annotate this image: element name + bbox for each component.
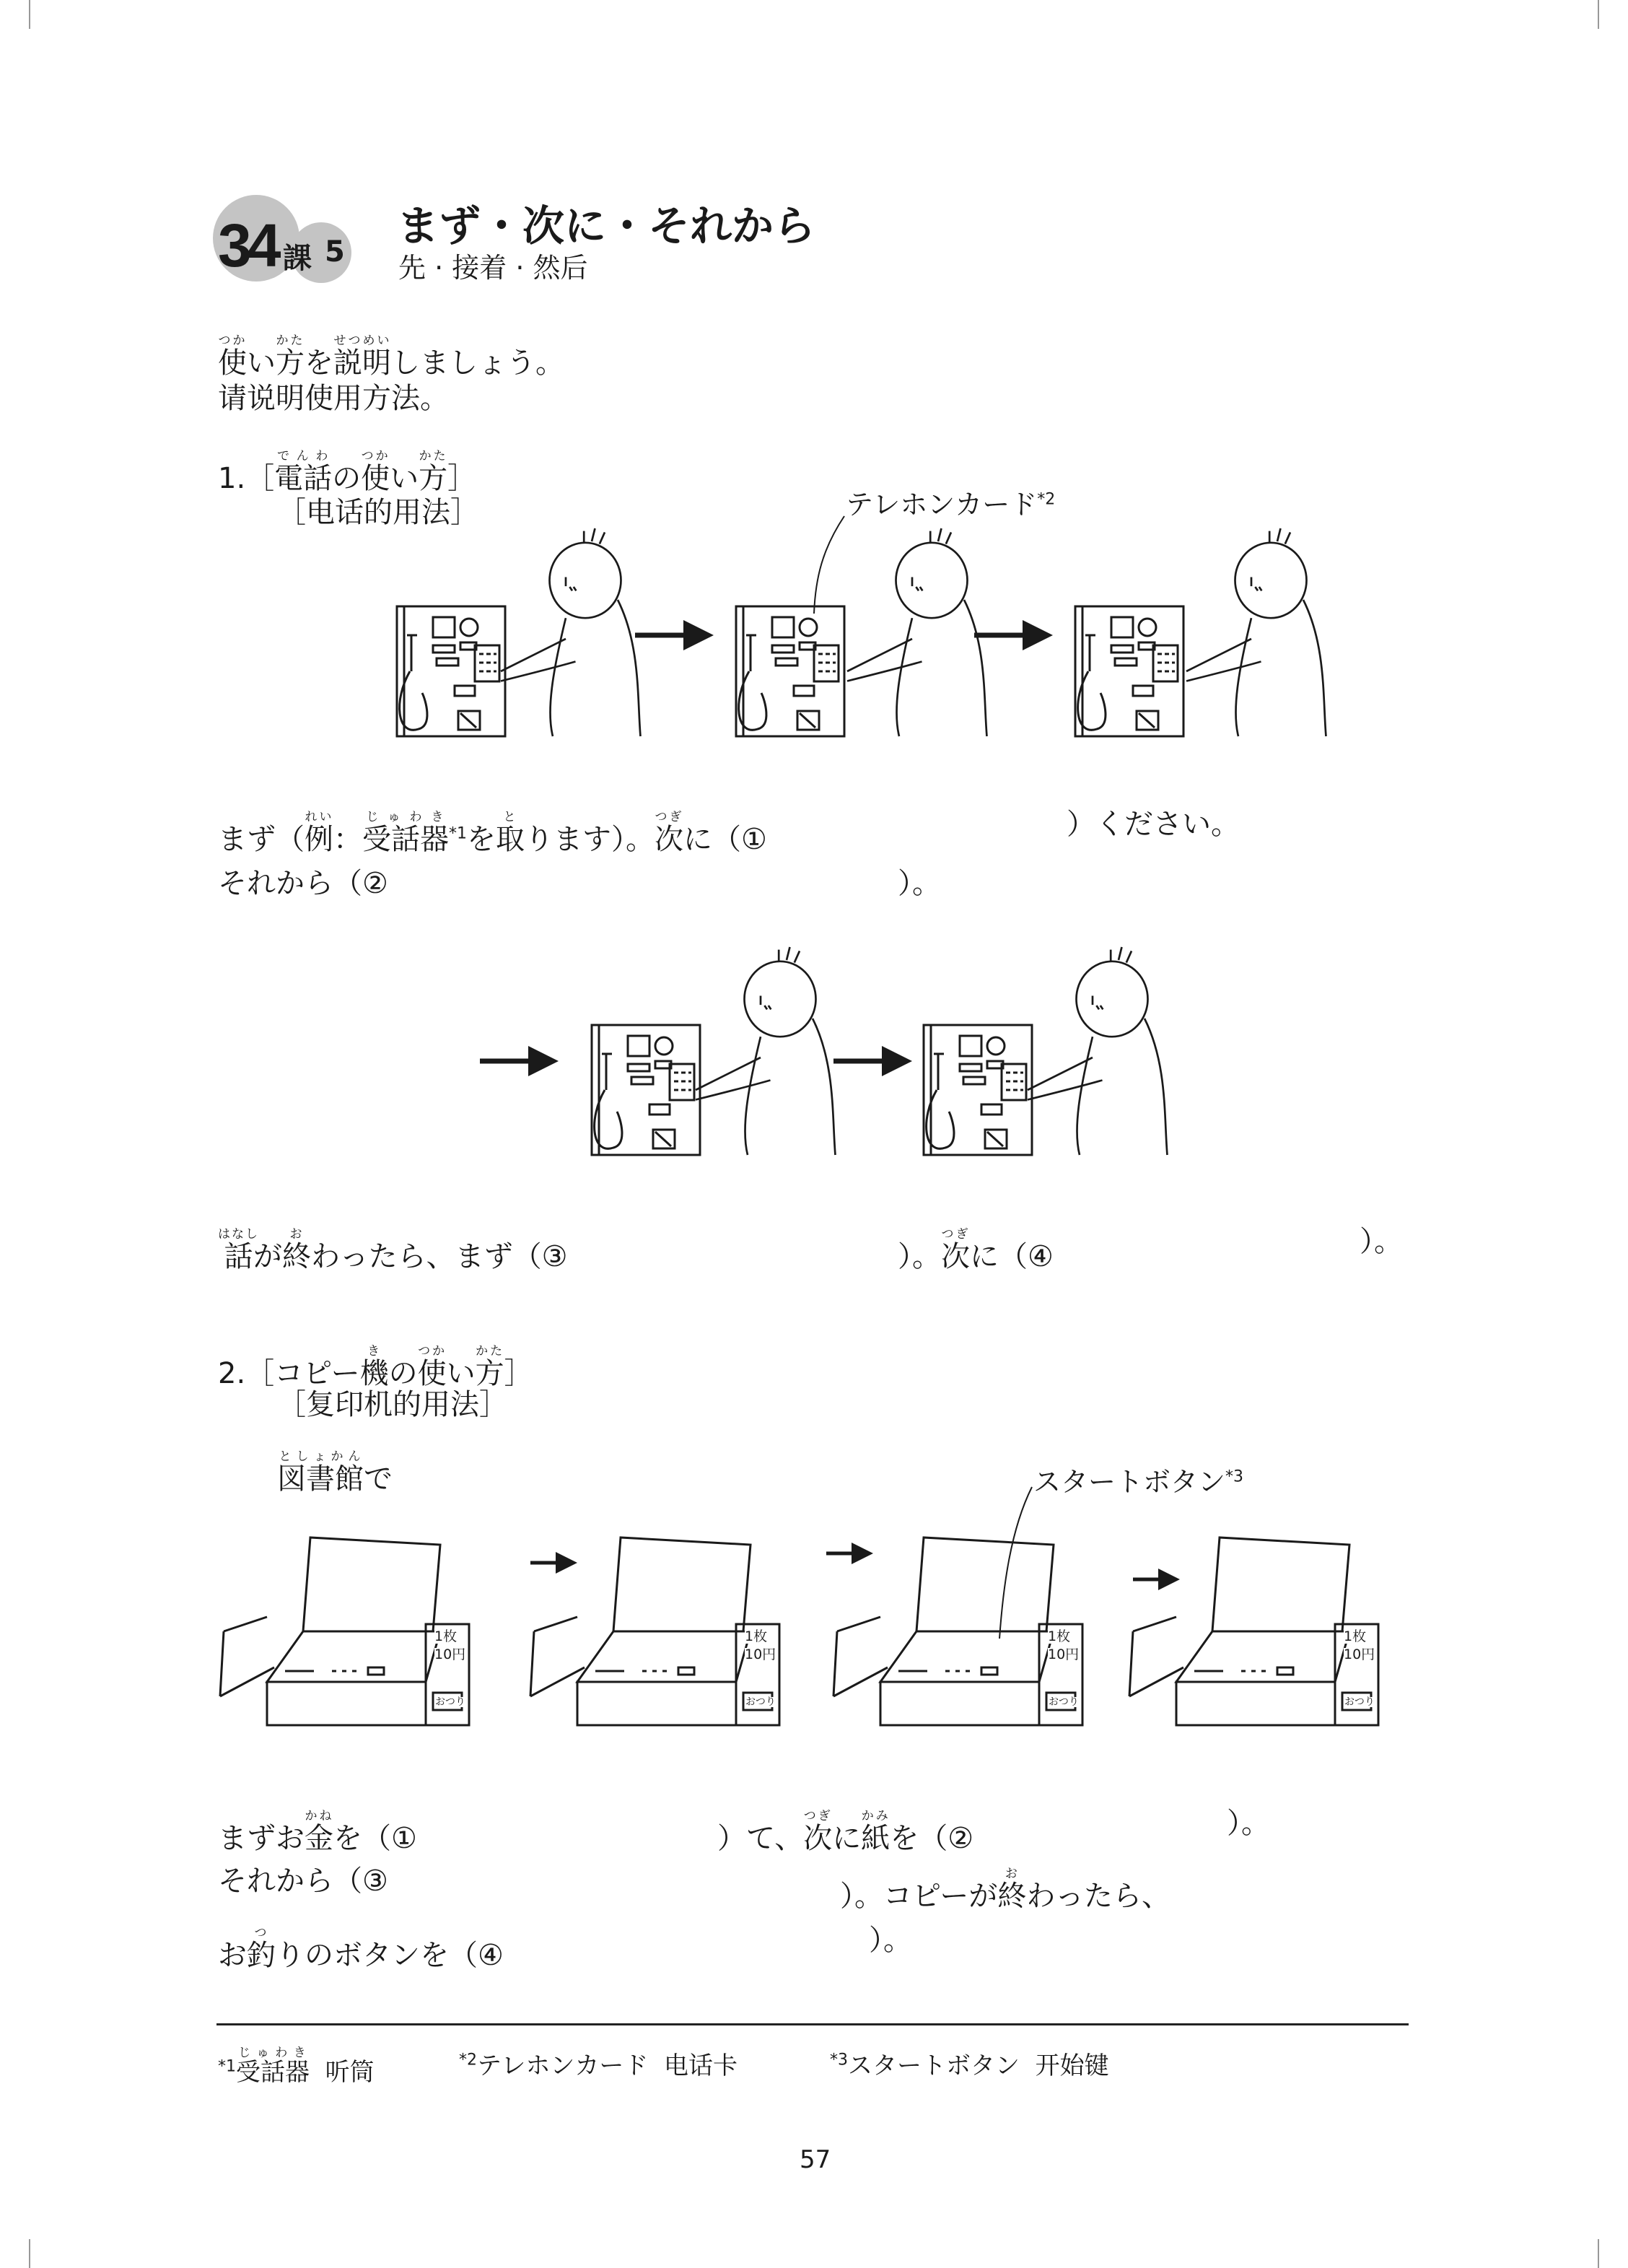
furigana-word: 使つか (417, 1344, 447, 1390)
furigana-word: 使つか (361, 449, 390, 495)
text-segment: い (390, 462, 419, 495)
sentence-2-part-1 (218, 869, 388, 898)
text-segment: それから（③ (218, 1864, 388, 1898)
copier-price-top: 1枚 (745, 1628, 768, 1644)
sentence-3-part-2 (898, 1227, 1054, 1271)
text-segment: 1.［ (218, 462, 275, 495)
sentence-4-part-1 (218, 1809, 417, 1853)
instruction-japanese (218, 333, 564, 378)
copier-price-bottom: 10円 (745, 1647, 776, 1662)
text-segment: を（② (890, 1822, 974, 1855)
furigana-word: 電話でんわ (274, 449, 333, 495)
telephone-card-callout-line (814, 516, 844, 614)
text-segment: を (305, 346, 333, 380)
furigana-word: 受話器じゅわき (236, 2046, 310, 2087)
sentence-4-part-2 (717, 1809, 973, 1853)
sentence-5-part-2 (840, 1867, 1170, 1911)
copier-scene-1 (220, 1538, 469, 1725)
section-number: 5 (325, 235, 345, 269)
footnote-meaning: 开始键 (1035, 2051, 1109, 2080)
text-segment: を (467, 823, 496, 856)
copier-change-button: おつり (435, 1696, 465, 1708)
text-segment: まず（ (218, 823, 305, 856)
sentence-3-part-1 (218, 1227, 567, 1271)
telephone-card-label (846, 482, 1055, 522)
footnote-ref: *3 (1225, 1467, 1244, 1486)
furigana-word: 次つぎ (655, 810, 683, 856)
section1-heading (218, 449, 476, 493)
text-segment: まずお (218, 1822, 305, 1855)
text-segment: で (364, 1462, 393, 1496)
text-segment: の (332, 462, 362, 495)
footnote-term (236, 2046, 310, 2087)
footnote-mark: *2 (459, 2051, 477, 2069)
furigana-word: 説明せつめい (333, 333, 391, 380)
furigana-word: 例れい (305, 810, 333, 856)
furigana-word: 次つぎ (941, 1227, 970, 1273)
start-button-label (1033, 1460, 1243, 1499)
copier-scene-4 (1129, 1538, 1378, 1725)
footnote-meaning: 听筒 (325, 2058, 375, 2087)
phone-scene-1 (397, 528, 641, 736)
sentence-6-part-2 (869, 1926, 912, 1955)
footnote-ref: *1 (449, 824, 467, 843)
furigana-word: 方かた (276, 333, 305, 380)
footnote-meaning: 电话卡 (663, 2051, 738, 2080)
furigana-word: 受話器じゅわき (362, 810, 449, 856)
text-segment: い (247, 346, 276, 380)
text-segment: ）。 (1227, 1807, 1270, 1840)
instruction-chinese: 请说明使用方法。 (218, 382, 449, 415)
sentence-5-part-1 (218, 1864, 388, 1898)
text-segment: しましょう。 (391, 346, 564, 380)
text-segment: ります）。 (525, 823, 655, 856)
text-segment: ）ください。 (1067, 808, 1240, 841)
footnote-1 (218, 2046, 375, 2088)
copier-change-button: おつり (1049, 1696, 1079, 1708)
footnote-mark: *1 (218, 2057, 236, 2076)
furigana-word: 話はなし (218, 1227, 259, 1273)
copier-change-button: おつり (745, 1696, 776, 1708)
copier-price-bottom: 10円 (1344, 1647, 1375, 1662)
place-label (277, 1449, 393, 1496)
copier-price-bottom: 10円 (1048, 1647, 1080, 1662)
copier-change-button: おつり (1344, 1696, 1375, 1708)
lesson-label: 課 (283, 242, 312, 275)
text-segment: お (218, 1939, 247, 1972)
phone-scene-2 (736, 528, 987, 736)
text-segment: に（① (683, 823, 767, 856)
furigana-word: 終お (282, 1227, 311, 1273)
callout-text: スタートボタン (1033, 1466, 1226, 1498)
text-segment: わったら、まず（③ (311, 1240, 568, 1273)
copier-scene-3 (833, 1538, 1082, 1725)
sentence-1-part-2 (1067, 810, 1240, 839)
text-segment: ］ (447, 462, 477, 495)
phone-scene-4 (592, 947, 836, 1155)
page-subtitle: 先 · 接着 · 然后 (398, 252, 588, 284)
text-segment: わったら、 (1026, 1880, 1171, 1913)
text-segment: りのボタンを（④ (276, 1939, 504, 1972)
footnote-mark: *3 (830, 2051, 848, 2069)
text-segment: スタートボタン (848, 2051, 1020, 2080)
sentence-2-part-2 (898, 869, 941, 898)
page-title: まず・次に・それから (397, 203, 816, 250)
section2-heading-chinese: ［复印机的用法］ (277, 1388, 508, 1421)
phone-scene-3 (1075, 528, 1326, 736)
text-segment: テレホンカード (477, 2051, 649, 2080)
text-segment: ： (333, 823, 362, 856)
text-segment: ）。 (898, 867, 941, 900)
text-segment: ）。 (898, 1240, 941, 1273)
furigana-word: 図書館としょかん (277, 1449, 364, 1496)
text-segment: それから（② (218, 867, 388, 900)
text-segment: ）。 (1360, 1225, 1403, 1258)
furigana-word: 紙かみ (861, 1809, 890, 1855)
copier-price-bottom: 10円 (434, 1647, 466, 1662)
text-segment: 2.［コピー (218, 1357, 360, 1390)
section2-heading (218, 1344, 533, 1388)
copier-scene-2 (530, 1538, 779, 1725)
text-segment: ）。 (869, 1924, 912, 1957)
text-segment: ）。コピーが (840, 1880, 998, 1913)
callout-text: テレホンカード (846, 489, 1038, 520)
lesson-number: 34 (218, 211, 277, 279)
sentence-1-part-1 (218, 810, 767, 854)
text-segment: に（④ (970, 1240, 1054, 1273)
footnote-2 (459, 2046, 738, 2081)
text-segment: の (388, 1357, 418, 1390)
text-segment: に (832, 1822, 862, 1855)
sentence-3-part-3 (1360, 1227, 1403, 1256)
footnote-ref: *2 (1037, 490, 1056, 509)
phone-scene-5 (924, 947, 1168, 1155)
text-segment: ）て、 (717, 1822, 804, 1855)
section1-heading-chinese: ［电话的用法］ (277, 496, 479, 529)
text-segment: ］ (504, 1357, 533, 1390)
text-segment: を（① (333, 1822, 417, 1855)
furigana-word: 釣つ (247, 1926, 276, 1972)
text-segment: い (446, 1357, 476, 1390)
start-button-callout-line (999, 1487, 1032, 1639)
copier-price-top: 1枚 (1344, 1628, 1367, 1644)
furigana-word: 取と (496, 810, 525, 856)
copier-price-top: 1枚 (1048, 1628, 1071, 1644)
furigana-word: 機き (359, 1344, 389, 1390)
text-segment: が (253, 1240, 282, 1273)
furigana-word: 方かた (475, 1344, 504, 1390)
furigana-word: 方かた (419, 449, 448, 495)
furigana-word: 終お (997, 1867, 1027, 1913)
furigana-word: 使つか (218, 333, 247, 380)
footnote-term (477, 2051, 648, 2080)
page-number: 57 (800, 2145, 831, 2174)
footnote-term (848, 2051, 1020, 2080)
sentence-4-part-3 (1227, 1809, 1270, 1838)
furigana-word: 次つぎ (803, 1809, 833, 1855)
footnote-3 (830, 2046, 1109, 2081)
footnote-divider (216, 2023, 1409, 2025)
sentence-6-part-1 (218, 1926, 504, 1970)
furigana-word: 金かね (305, 1809, 333, 1855)
copier-price-top: 1枚 (434, 1628, 458, 1644)
